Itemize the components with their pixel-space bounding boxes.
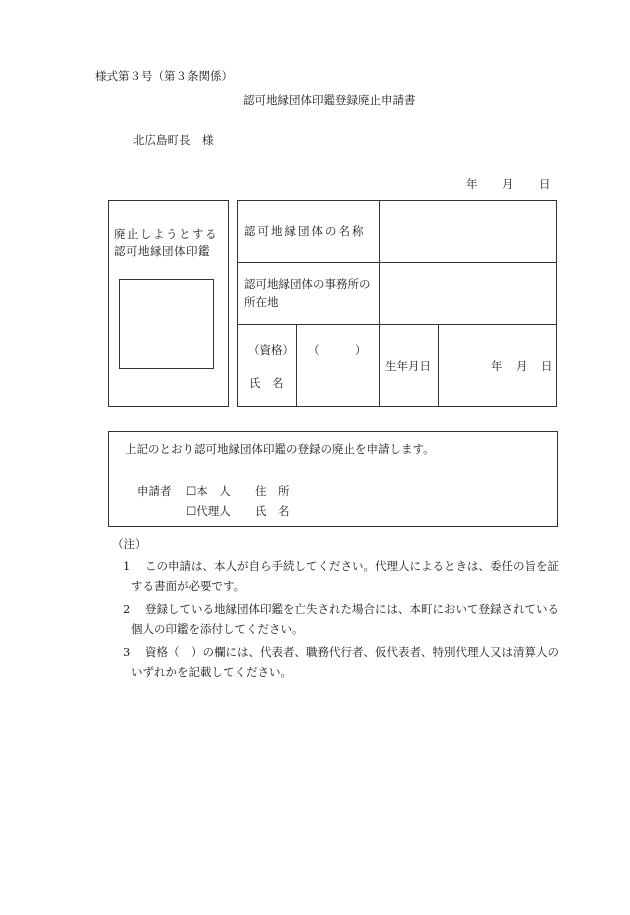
table-divider xyxy=(237,262,557,263)
applicant-label: 申請者 xyxy=(137,484,172,498)
date-year-label: 年 xyxy=(466,177,478,191)
seal-label-line2: 認可地縁団体印鑑 xyxy=(114,244,210,258)
note-number: 1 xyxy=(123,559,131,573)
note-text-line2: いずれかを記載してください。 xyxy=(131,665,292,679)
request-statement: 上記のとおり認可地縁団体印鑑の登録の廃止を申請します。 xyxy=(125,442,435,456)
birth-day-label: 日 xyxy=(541,359,553,373)
option-self-checkbox[interactable]: ☐本 人 xyxy=(186,484,231,498)
birth-month-label: 月 xyxy=(516,359,528,373)
name-label: 氏 名 xyxy=(249,376,284,390)
qualification-paren-close: ） xyxy=(355,343,367,357)
note-text-line1: 資格（ ）の欄には、代表者、職務代行者、仮代表者、特別代理人又は清算人の xyxy=(145,645,559,659)
form-number: 様式第３号（第３条関係） xyxy=(95,69,233,83)
option-proxy-checkbox[interactable]: ☐代理人 xyxy=(186,504,231,518)
office-address-field[interactable] xyxy=(382,265,554,321)
note-number: 2 xyxy=(123,602,131,616)
applicant-name-field[interactable] xyxy=(299,362,377,404)
document-title: 認可地縁団体印鑑登録廃止申請書 xyxy=(243,93,416,107)
date-month-label: 月 xyxy=(502,177,514,191)
seal-label-line1: 廃止しようとする xyxy=(114,227,218,241)
birth-year-label: 年 xyxy=(491,359,503,373)
notes-heading: （注） xyxy=(112,537,147,551)
office-label-line1: 認可地縁団体の事務所の xyxy=(244,277,371,291)
qualification-paren-open: （ xyxy=(308,343,320,357)
qualification-label: （資格） xyxy=(248,343,294,357)
table-divider xyxy=(237,324,557,325)
table-divider xyxy=(438,324,439,407)
applicant-name-label: 氏 名 xyxy=(255,504,290,518)
org-name-label: 認可地縁団体の名称 xyxy=(244,224,366,238)
note-number: 3 xyxy=(123,645,131,659)
table-divider xyxy=(379,200,380,407)
note-text-line2: する書面が必要です。 xyxy=(131,579,246,593)
note-text-line1: 登録している地縁団体印鑑を亡失された場合には、本町において登録されている xyxy=(145,602,559,616)
office-label-line2: 所在地 xyxy=(244,295,279,309)
table-divider xyxy=(296,324,297,407)
applicant-address-label: 住 所 xyxy=(255,484,290,498)
date-day-label: 日 xyxy=(539,177,551,191)
org-name-field[interactable] xyxy=(382,203,554,259)
note-text-line2: 個人の印鑑を添付してください。 xyxy=(131,622,304,636)
seal-impression-box[interactable] xyxy=(119,279,214,369)
birthdate-label: 生年月日 xyxy=(385,359,431,373)
addressee: 北広島町長 様 xyxy=(133,133,214,147)
note-text-line1: この申請は、本人が自ら手続してください。代理人によるときは、委任の旨を証 xyxy=(145,559,559,573)
